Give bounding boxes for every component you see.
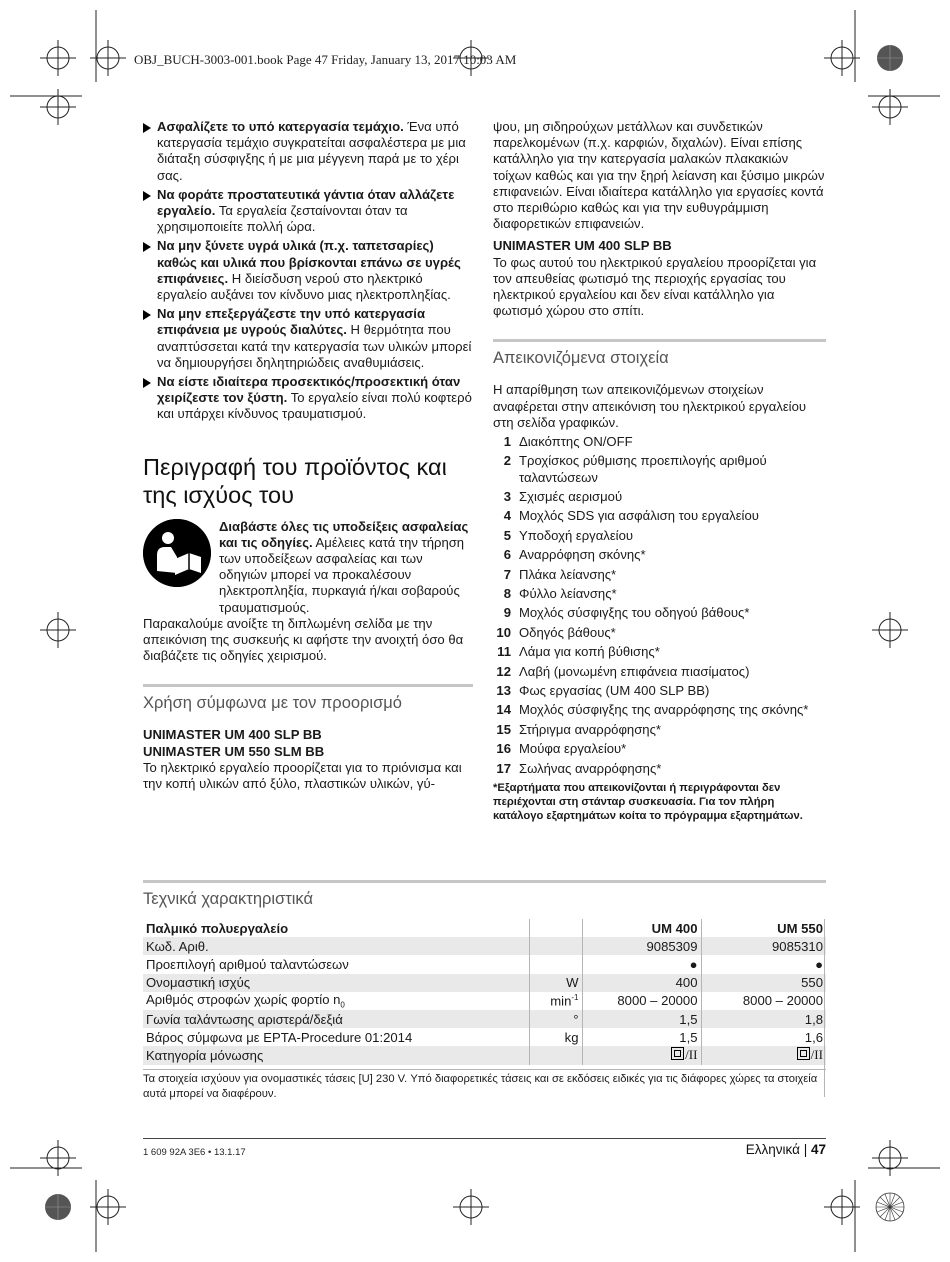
triangle-bullet-icon bbox=[143, 191, 151, 201]
list-item: 4 Μοχλός SDS για ασφάλιση του εργαλείου bbox=[503, 508, 759, 524]
table-cell: ° bbox=[529, 1010, 582, 1028]
table-cell bbox=[529, 937, 582, 955]
language-label: Ελληνικά bbox=[745, 1142, 800, 1157]
table-cell: 1,5 bbox=[582, 1010, 701, 1028]
table-row bbox=[143, 937, 826, 955]
product-description-title: Περιγραφή του προϊόντος και της ισχύος του bbox=[143, 453, 447, 508]
read-manual-icon bbox=[143, 519, 211, 587]
technical-data-table bbox=[143, 919, 826, 1065]
fold-page-note: Παρακαλούμε ανοίξτε τη διπλωμένη σελίδα με την απεικόνιση της συσκευής κι αφήστε την ανοιχτή όσο θα διαβάζετε τις οδηγίες χειρισμού. bbox=[143, 615, 464, 664]
left-column bbox=[143, 119, 473, 792]
footer-divider bbox=[143, 1138, 826, 1139]
table-cell: UM 400 bbox=[582, 919, 701, 937]
table-cell: 8000 – 20000 bbox=[582, 992, 701, 1010]
protection-class-icon bbox=[671, 1047, 684, 1060]
print-header: OBJ_BUCH-3003-001.book Page 47 Friday, January 13, 2017 10:03 AM bbox=[134, 52, 517, 67]
light-text: Το φως αυτού του ηλεκτρικού εργαλείου προορίζεται για τον απευθείας φωτισμό της περιοχής εργασίας του ηλεκτρικού εργαλείου και δεν είναι κατάλληλο για φωτισμό χώρου στο σπίτι. bbox=[493, 254, 817, 319]
right-column bbox=[493, 119, 826, 823]
table-cell: Ονομαστική ισχύς bbox=[143, 974, 529, 992]
table-row bbox=[143, 974, 826, 992]
triangle-bullet-icon bbox=[143, 310, 151, 320]
table-cell: /II bbox=[701, 1046, 826, 1064]
table-cell: Προεπιλογή αριθμού ταλαντώσεων bbox=[143, 955, 529, 973]
warning-item: Να φοράτε προστατευτικά γάντια όταν αλλάζετε εργαλείο. Τα εργαλεία ζεσταίνονται όταν τα χρησιμοποιείτε πολλή ώρα. bbox=[143, 187, 473, 236]
list-item: 16 Μούφα εργαλείου* bbox=[496, 741, 627, 757]
document-code: 1 609 92A 3E6 • 13.1.17 bbox=[143, 1147, 246, 1158]
table-cell: ● bbox=[582, 955, 701, 973]
list-item: 8 Φύλλο λείανσης* bbox=[503, 585, 617, 601]
table-cell: /II bbox=[582, 1046, 701, 1064]
table-cell: ● bbox=[815, 956, 823, 972]
list-item: 3 Σχισμές αερισμού bbox=[503, 489, 623, 505]
table-cell: 400 bbox=[582, 974, 701, 992]
warning-item: Να είστε ιδιαίτερα προσεκτικός/προσεκτική όταν χειρίζεστε τον ξύστη. Το εργαλείο είναι πολύ κοφτερό και υπάρχει κίνδυνος τραυματισμού. bbox=[143, 374, 473, 423]
intended-use-text: Το ηλεκτρικό εργαλείο προορίζεται για το πριόνισμα και την κοπή υλικών από ξύλο, πλαστικών υλικών, γύ- bbox=[143, 759, 462, 792]
warning-item: Να μην επεξεργάζεστε την υπό κατεργασία επιφάνεια με υγρούς διαλύτες. Η θερμότητα που αναπτύσσεται κατά την κατεργασία των υλικών μπορεί να δημιουργήσει δηλητηριώδεις αναθυμιάσεις. bbox=[143, 306, 473, 371]
model-name: UNIMASTER UM 550 SLM BB bbox=[143, 743, 325, 759]
intended-use-text-cont: ψου, μη σιδηρούχων μετάλλων και συνδετικών παρελκομένων (π.χ. καρφιών, διχαλών). Είναι επίσης κατάλληλο για την κατεργασία μαλακών πλακακιών τοίχων καθώς και για την ξηρή λείανση και ξύσιμο μικρών επιφανειών. Είναι ιδιαίτερα κατάλληλο για εργασίες κοντά στο περιθώριο καθώς και για την ευθυγράμμιση διαφορετικών επιφανειών. bbox=[493, 119, 825, 232]
table-cell: W bbox=[529, 974, 582, 992]
list-item: 5 Υποδοχή εργαλείου bbox=[503, 527, 634, 543]
list-item: 12 Λαβή (μονωμένη επιφάνεια πιασίματος) bbox=[496, 663, 750, 679]
table-row bbox=[143, 1010, 826, 1028]
list-item: 9 Μοχλός σύσφιγξης του οδηγού βάθους* bbox=[503, 605, 750, 621]
table-cell: Παλμικό πολυεργαλείο bbox=[143, 919, 529, 937]
table-cell: 1,8 bbox=[701, 1010, 826, 1028]
table-row bbox=[143, 1028, 826, 1046]
table-cell: 9085309 bbox=[582, 937, 701, 955]
list-item: 11 Λάμα για κοπή βύθισης* bbox=[497, 644, 660, 660]
table-cell bbox=[529, 919, 582, 937]
table-cell: Αριθμός στροφών χωρίς φορτίο $n_0$ bbox=[143, 992, 529, 1010]
footer-separator: | bbox=[803, 1142, 808, 1157]
read-instructions-box bbox=[143, 519, 473, 616]
table-row bbox=[143, 992, 826, 1010]
list-item: 14 Μοχλός σύσφιγξης της αναρρόφησης της σκόνης* bbox=[496, 702, 809, 718]
table-cell: 9085310 bbox=[701, 937, 826, 955]
protection-class-icon bbox=[797, 1047, 810, 1060]
table-cell: Κατηγορία μόνωσης bbox=[143, 1046, 529, 1064]
list-item: 10 Οδηγός βάθους* bbox=[496, 624, 616, 640]
technical-data-heading: Τεχνικά χαρακτηριστικά bbox=[143, 880, 826, 909]
table-cell: 1,6 bbox=[804, 1029, 823, 1045]
list-item: 13 Φως εργασίας (UM 400 SLP BB) bbox=[496, 682, 710, 698]
table-cell: 1,5 bbox=[582, 1028, 701, 1046]
list-item: 15 Στήριγμα αναρρόφησης* bbox=[496, 721, 661, 737]
table-cell bbox=[529, 1046, 582, 1064]
parts-heading: Απεικονιζόμενα στοιχεία bbox=[493, 339, 826, 368]
accessories-note: *Εξαρτήματα που απεικονίζονται ή περιγράφονται δεν περιέχονται στη στάνταρ συσκευασία. Για τον πλήρη κατάλογο εξαρτημάτων κοίτα το πρόγραμμα εξαρτημάτων. bbox=[493, 781, 803, 822]
light-model-heading: UNIMASTER UM 400 SLP BB bbox=[493, 238, 672, 254]
triangle-bullet-icon bbox=[143, 242, 151, 252]
table-row bbox=[143, 955, 826, 973]
list-item: 1 Διακόπτης ON/OFF bbox=[503, 434, 633, 450]
table-cell: 550 bbox=[701, 974, 826, 992]
triangle-bullet-icon bbox=[143, 123, 151, 133]
list-item: 6 Αναρρόφηση σκόνης* bbox=[503, 547, 646, 563]
technical-data-footnote: Τα στοιχεία ισχύουν για ονομαστικές τάσεις [U] 230 V. Υπό διαφορετικές τάσεις και σε εκδόσεις ειδικές για τις διάφορες χώρες τα στοιχεία αυτά μπορεί να διαφέρουν. bbox=[143, 1069, 826, 1102]
list-item: 7 Πλάκα λείανσης* bbox=[503, 566, 617, 582]
read-instructions-text: Διαβάστε όλες τις υποδείξεις ασφαλείας και τις οδηγίες. Αμέλειες κατά την τήρηση των υποδείξεων ασφαλείας και των οδηγιών μπορεί να προκαλέσουν ηλεκτροπληξία, πυρκαγιά ή/και σοβαρούς τραυματισμούς. bbox=[219, 518, 469, 615]
model-name: UNIMASTER UM 400 SLP BB bbox=[143, 727, 322, 743]
triangle-bullet-icon bbox=[143, 378, 151, 388]
list-item: 17 Σωλήνας αναρρόφησης* bbox=[496, 760, 662, 776]
intended-use-heading: Χρήση σύμφωνα με τον προορισμό bbox=[143, 684, 473, 713]
table-cell bbox=[529, 955, 582, 973]
table-cell: Γωνία ταλάντωσης αριστερά/δεξιά bbox=[143, 1010, 529, 1028]
table-cell: $\min^{-1}$ bbox=[529, 992, 582, 1010]
warning-item: Να μην ξύνετε υγρά υλικά (π.χ. ταπετσαρίες) καθώς και υλικά που βρίσκονται επάνω σε υγρές επιφάνειες. Η διείσδυση νερού στο ηλεκτρικό εργαλείο αυξάνει τον κίνδυνο μιας ηλεκτροπληξίας. bbox=[143, 238, 473, 303]
table-cell: 8000 – 20000 bbox=[742, 993, 823, 1009]
warning-item: Ασφαλίζετε το υπό κατεργασία τεμάχιο. Ένα υπό κατεργασία τεμάχιο συγκρατείται ασφαλέστερα με μια διάταξη σύσφιγξης ή με μια μέγγενη παρά με το χέρι σας. bbox=[143, 119, 473, 184]
table-cell: UM 550 bbox=[777, 920, 823, 936]
table-cell: Βάρος σύμφωνα με EPTA-Procedure 01:2014 bbox=[143, 1028, 529, 1046]
table-cell: kg bbox=[529, 1028, 582, 1046]
parts-list bbox=[493, 434, 826, 777]
table-header-row bbox=[143, 919, 826, 937]
page-footer bbox=[746, 1142, 826, 1157]
page-number: 47 bbox=[810, 1142, 826, 1157]
parts-intro: Η απαρίθμηση των απεικονιζόμενων στοιχείων αναφέρεται στην απεικόνιση του ηλεκτρικού εργαλείου στη σελίδα γραφικών. bbox=[493, 382, 807, 430]
list-item: 2 Τροχίσκος ρύθμισης προεπιλογής αριθμού ταλαντώσεων bbox=[503, 453, 767, 485]
table-row bbox=[143, 1046, 826, 1064]
table-cell: Κωδ. Αριθ. bbox=[143, 937, 529, 955]
